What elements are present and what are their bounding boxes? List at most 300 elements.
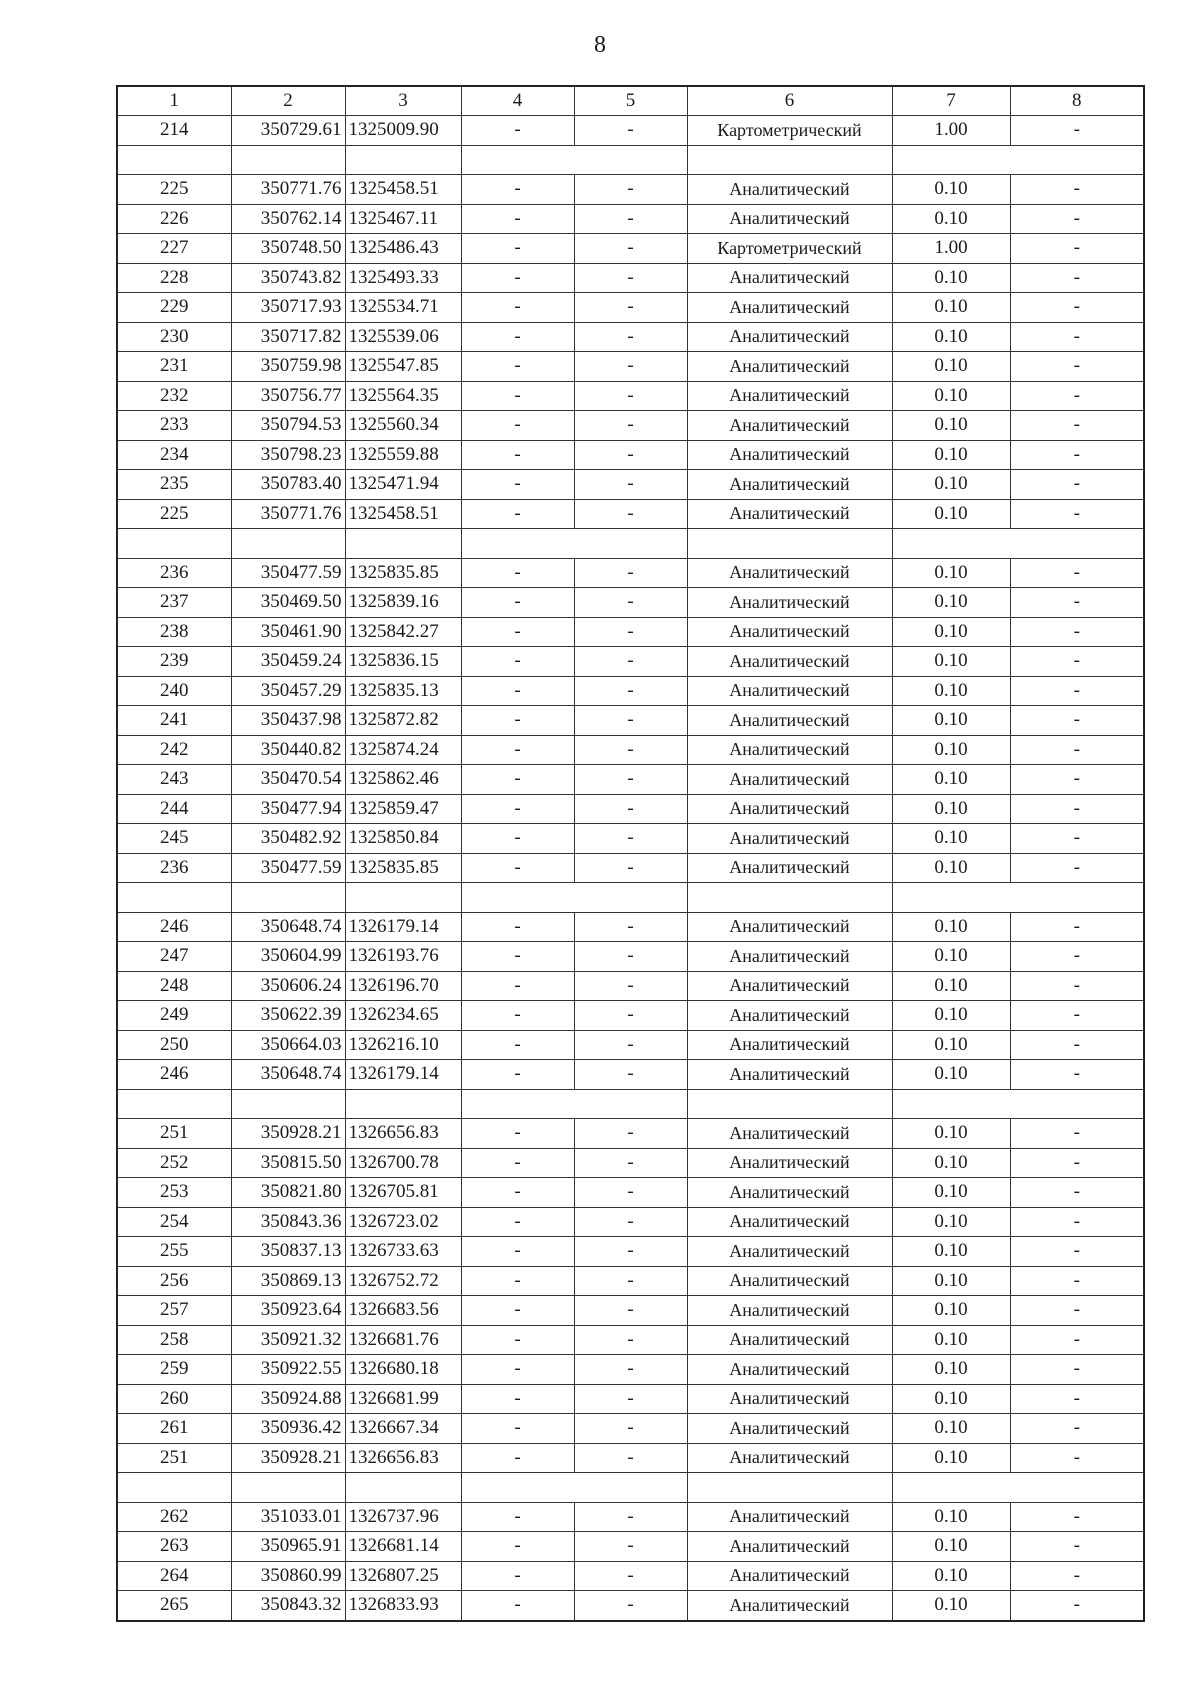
cell-coord-x: 350922.55	[231, 1355, 345, 1385]
cell-accuracy: 0.10	[892, 263, 1010, 293]
cell-coord-x: 350461.90	[231, 617, 345, 647]
cell-accuracy: 0.10	[892, 1207, 1010, 1237]
cell-point-number: 228	[117, 263, 231, 293]
cell-coord-y: 1326752.72	[345, 1266, 461, 1296]
cell-col-5: -	[574, 1178, 687, 1208]
cell-point-number: 235	[117, 470, 231, 500]
cell-method: Аналитический	[687, 1561, 892, 1591]
cell-coord-x: 350794.53	[231, 411, 345, 441]
cell-col-5: -	[574, 293, 687, 323]
cell-coord-x: 350648.74	[231, 1060, 345, 1090]
cell-accuracy: 0.10	[892, 1443, 1010, 1473]
table-row	[117, 1355, 1144, 1385]
cell-coord-y: 1326193.76	[345, 942, 461, 972]
cell-col-4: -	[461, 942, 574, 972]
cell-method: Картометрический	[687, 234, 892, 264]
blank-cell	[892, 529, 1144, 559]
cell-coord-x: 350869.13	[231, 1266, 345, 1296]
blank-cell	[461, 1473, 687, 1503]
separator-row	[117, 1089, 1144, 1119]
cell-coord-y: 1325836.15	[345, 647, 461, 677]
cell-accuracy: 0.10	[892, 1266, 1010, 1296]
cell-method: Аналитический	[687, 1355, 892, 1385]
table-row	[117, 853, 1144, 883]
blank-cell	[345, 1473, 461, 1503]
table-row	[117, 381, 1144, 411]
cell-col-5: -	[574, 499, 687, 529]
cell-accuracy: 0.10	[892, 1414, 1010, 1444]
cell-point-number: 252	[117, 1148, 231, 1178]
blank-cell	[345, 883, 461, 913]
cell-coord-y: 1325874.24	[345, 735, 461, 765]
cell-col-8: -	[1010, 1296, 1144, 1326]
cell-coord-y: 1326179.14	[345, 912, 461, 942]
cell-coord-x: 350717.82	[231, 322, 345, 352]
cell-coord-y: 1326733.63	[345, 1237, 461, 1267]
cell-accuracy: 0.10	[892, 1591, 1010, 1621]
cell-col-4: -	[461, 293, 574, 323]
column-header-1: 1	[117, 86, 231, 116]
table-row	[117, 617, 1144, 647]
cell-coord-y: 1325458.51	[345, 499, 461, 529]
cell-col-8: -	[1010, 1148, 1144, 1178]
table-row	[117, 588, 1144, 618]
cell-point-number: 234	[117, 440, 231, 470]
table-row	[117, 1060, 1144, 1090]
cell-coord-x: 350783.40	[231, 470, 345, 500]
table-row	[117, 470, 1144, 500]
cell-col-8: -	[1010, 263, 1144, 293]
cell-col-8: -	[1010, 204, 1144, 234]
cell-col-8: -	[1010, 971, 1144, 1001]
blank-cell	[892, 1089, 1144, 1119]
cell-col-5: -	[574, 1001, 687, 1031]
cell-point-number: 226	[117, 204, 231, 234]
cell-col-5: -	[574, 735, 687, 765]
cell-accuracy: 0.10	[892, 499, 1010, 529]
blank-cell	[117, 883, 231, 913]
cell-method: Аналитический	[687, 1148, 892, 1178]
cell-col-8: -	[1010, 499, 1144, 529]
cell-col-5: -	[574, 942, 687, 972]
cell-accuracy: 0.10	[892, 352, 1010, 382]
cell-col-8: -	[1010, 1178, 1144, 1208]
cell-col-5: -	[574, 824, 687, 854]
cell-coord-y: 1325842.27	[345, 617, 461, 647]
cell-col-4: -	[461, 647, 574, 677]
table-row	[117, 322, 1144, 352]
cell-col-5: -	[574, 794, 687, 824]
cell-coord-y: 1325458.51	[345, 175, 461, 205]
cell-point-number: 259	[117, 1355, 231, 1385]
cell-point-number: 225	[117, 499, 231, 529]
cell-col-8: -	[1010, 470, 1144, 500]
cell-col-8: -	[1010, 1532, 1144, 1562]
cell-coord-x: 350924.88	[231, 1384, 345, 1414]
cell-accuracy: 0.10	[892, 1237, 1010, 1267]
column-header-4: 4	[461, 86, 574, 116]
cell-accuracy: 0.10	[892, 1502, 1010, 1532]
table-row	[117, 1207, 1144, 1237]
cell-coord-x: 350815.50	[231, 1148, 345, 1178]
cell-method: Аналитический	[687, 588, 892, 618]
cell-point-number: 236	[117, 853, 231, 883]
cell-point-number: 245	[117, 824, 231, 854]
cell-coord-y: 1325862.46	[345, 765, 461, 795]
header-row	[117, 86, 1144, 116]
cell-point-number: 247	[117, 942, 231, 972]
cell-col-4: -	[461, 706, 574, 736]
cell-coord-y: 1326681.99	[345, 1384, 461, 1414]
blank-cell	[231, 1089, 345, 1119]
table-row	[117, 676, 1144, 706]
cell-accuracy: 0.10	[892, 1060, 1010, 1090]
cell-col-4: -	[461, 1355, 574, 1385]
cell-point-number: 260	[117, 1384, 231, 1414]
table-row	[117, 1532, 1144, 1562]
table-row	[117, 352, 1144, 382]
cell-col-4: -	[461, 204, 574, 234]
blank-cell	[687, 1089, 892, 1119]
cell-coord-x: 350457.29	[231, 676, 345, 706]
cell-coord-y: 1325009.90	[345, 116, 461, 146]
cell-accuracy: 0.10	[892, 470, 1010, 500]
cell-col-4: -	[461, 381, 574, 411]
table-row	[117, 293, 1144, 323]
cell-col-4: -	[461, 1296, 574, 1326]
cell-coord-y: 1325835.85	[345, 558, 461, 588]
cell-col-8: -	[1010, 234, 1144, 264]
cell-col-5: -	[574, 1266, 687, 1296]
cell-point-number: 232	[117, 381, 231, 411]
cell-point-number: 262	[117, 1502, 231, 1532]
table-row	[117, 794, 1144, 824]
cell-accuracy: 0.10	[892, 765, 1010, 795]
cell-col-8: -	[1010, 1355, 1144, 1385]
cell-coord-y: 1326807.25	[345, 1561, 461, 1591]
blank-cell	[231, 529, 345, 559]
cell-coord-x: 350437.98	[231, 706, 345, 736]
cell-col-4: -	[461, 558, 574, 588]
cell-coord-x: 350936.42	[231, 1414, 345, 1444]
cell-coord-x: 350921.32	[231, 1325, 345, 1355]
cell-coord-y: 1325859.47	[345, 794, 461, 824]
cell-point-number: 240	[117, 676, 231, 706]
cell-col-5: -	[574, 1237, 687, 1267]
cell-method: Аналитический	[687, 706, 892, 736]
cell-method: Аналитический	[687, 1060, 892, 1090]
cell-col-8: -	[1010, 824, 1144, 854]
cell-col-4: -	[461, 234, 574, 264]
cell-method: Аналитический	[687, 942, 892, 972]
cell-coord-x: 350440.82	[231, 735, 345, 765]
cell-method: Аналитический	[687, 1001, 892, 1031]
cell-point-number: 250	[117, 1030, 231, 1060]
cell-point-number: 244	[117, 794, 231, 824]
blank-cell	[461, 145, 687, 175]
cell-col-4: -	[461, 352, 574, 382]
blank-cell	[892, 145, 1144, 175]
cell-coord-y: 1325493.33	[345, 263, 461, 293]
cell-method: Аналитический	[687, 912, 892, 942]
cell-coord-x: 350928.21	[231, 1119, 345, 1149]
cell-point-number: 257	[117, 1296, 231, 1326]
cell-point-number: 225	[117, 175, 231, 205]
cell-coord-x: 350771.76	[231, 499, 345, 529]
cell-coord-y: 1326700.78	[345, 1148, 461, 1178]
cell-col-8: -	[1010, 1060, 1144, 1090]
cell-point-number: 251	[117, 1443, 231, 1473]
cell-coord-x: 350965.91	[231, 1532, 345, 1562]
table-row	[117, 558, 1144, 588]
cell-method: Аналитический	[687, 352, 892, 382]
cell-point-number: 243	[117, 765, 231, 795]
cell-col-4: -	[461, 470, 574, 500]
cell-accuracy: 0.10	[892, 735, 1010, 765]
separator-row	[117, 529, 1144, 559]
cell-coord-y: 1325534.71	[345, 293, 461, 323]
cell-point-number: 239	[117, 647, 231, 677]
cell-method: Аналитический	[687, 853, 892, 883]
cell-accuracy: 0.10	[892, 853, 1010, 883]
cell-col-8: -	[1010, 1237, 1144, 1267]
cell-coord-x: 350843.32	[231, 1591, 345, 1621]
cell-method: Аналитический	[687, 971, 892, 1001]
cell-point-number: 251	[117, 1119, 231, 1149]
cell-col-8: -	[1010, 322, 1144, 352]
cell-col-5: -	[574, 1060, 687, 1090]
cell-col-5: -	[574, 1325, 687, 1355]
cell-col-8: -	[1010, 381, 1144, 411]
cell-coord-y: 1325486.43	[345, 234, 461, 264]
cell-col-5: -	[574, 470, 687, 500]
table-row	[117, 1325, 1144, 1355]
cell-method: Картометрический	[687, 116, 892, 146]
cell-col-5: -	[574, 1148, 687, 1178]
cell-col-4: -	[461, 116, 574, 146]
cell-col-4: -	[461, 1384, 574, 1414]
cell-accuracy: 0.10	[892, 1325, 1010, 1355]
cell-col-8: -	[1010, 1207, 1144, 1237]
cell-col-5: -	[574, 440, 687, 470]
cell-col-5: -	[574, 322, 687, 352]
column-header-5: 5	[574, 86, 687, 116]
separator-row	[117, 1473, 1144, 1503]
cell-accuracy: 0.10	[892, 617, 1010, 647]
cell-coord-x: 350748.50	[231, 234, 345, 264]
table-row	[117, 1502, 1144, 1532]
table-row	[117, 204, 1144, 234]
table-row	[117, 912, 1144, 942]
cell-method: Аналитический	[687, 558, 892, 588]
cell-method: Аналитический	[687, 411, 892, 441]
cell-col-5: -	[574, 676, 687, 706]
cell-accuracy: 0.10	[892, 411, 1010, 441]
cell-coord-x: 350477.94	[231, 794, 345, 824]
blank-cell	[892, 883, 1144, 913]
cell-col-8: -	[1010, 1119, 1144, 1149]
cell-method: Аналитический	[687, 1532, 892, 1562]
cell-coord-x: 350743.82	[231, 263, 345, 293]
cell-coord-x: 350477.59	[231, 558, 345, 588]
cell-col-5: -	[574, 706, 687, 736]
blank-cell	[461, 1089, 687, 1119]
cell-point-number: 254	[117, 1207, 231, 1237]
cell-col-4: -	[461, 499, 574, 529]
cell-coord-y: 1326833.93	[345, 1591, 461, 1621]
cell-accuracy: 0.10	[892, 588, 1010, 618]
cell-method: Аналитический	[687, 1296, 892, 1326]
cell-point-number: 261	[117, 1414, 231, 1444]
cell-col-8: -	[1010, 1325, 1144, 1355]
cell-col-8: -	[1010, 440, 1144, 470]
table-row	[117, 1119, 1144, 1149]
cell-col-5: -	[574, 617, 687, 647]
table-row	[117, 234, 1144, 264]
cell-coord-x: 350729.61	[231, 116, 345, 146]
cell-point-number: 249	[117, 1001, 231, 1031]
cell-method: Аналитический	[687, 1325, 892, 1355]
cell-coord-x: 350860.99	[231, 1561, 345, 1591]
cell-method: Аналитический	[687, 440, 892, 470]
cell-point-number: 236	[117, 558, 231, 588]
cell-col-4: -	[461, 794, 574, 824]
cell-coord-y: 1325539.06	[345, 322, 461, 352]
cell-method: Аналитический	[687, 204, 892, 234]
cell-method: Аналитический	[687, 499, 892, 529]
cell-point-number: 241	[117, 706, 231, 736]
cell-col-4: -	[461, 175, 574, 205]
cell-col-4: -	[461, 676, 574, 706]
cell-accuracy: 0.10	[892, 1532, 1010, 1562]
cell-accuracy: 0.10	[892, 1119, 1010, 1149]
cell-coord-y: 1325547.85	[345, 352, 461, 382]
cell-col-5: -	[574, 1119, 687, 1149]
cell-col-5: -	[574, 234, 687, 264]
cell-col-8: -	[1010, 912, 1144, 942]
cell-col-8: -	[1010, 1384, 1144, 1414]
table-row	[117, 1178, 1144, 1208]
blank-cell	[345, 1089, 461, 1119]
cell-method: Аналитический	[687, 293, 892, 323]
blank-cell	[117, 529, 231, 559]
separator-row	[117, 145, 1144, 175]
cell-coord-x: 350477.59	[231, 853, 345, 883]
cell-accuracy: 0.10	[892, 440, 1010, 470]
cell-col-5: -	[574, 1532, 687, 1562]
cell-col-4: -	[461, 1207, 574, 1237]
cell-coord-x: 350923.64	[231, 1296, 345, 1326]
cell-coord-x: 350928.21	[231, 1443, 345, 1473]
cell-col-5: -	[574, 1207, 687, 1237]
cell-coord-x: 350604.99	[231, 942, 345, 972]
cell-accuracy: 0.10	[892, 175, 1010, 205]
cell-coord-y: 1325467.11	[345, 204, 461, 234]
cell-accuracy: 0.10	[892, 204, 1010, 234]
cell-point-number: 258	[117, 1325, 231, 1355]
cell-coord-x: 350837.13	[231, 1237, 345, 1267]
table-row	[117, 499, 1144, 529]
blank-cell	[345, 145, 461, 175]
cell-point-number: 264	[117, 1561, 231, 1591]
cell-coord-y: 1326723.02	[345, 1207, 461, 1237]
cell-point-number: 255	[117, 1237, 231, 1267]
cell-point-number: 227	[117, 234, 231, 264]
cell-coord-x: 350821.80	[231, 1178, 345, 1208]
table-row	[117, 1266, 1144, 1296]
cell-point-number: 233	[117, 411, 231, 441]
cell-coord-x: 350756.77	[231, 381, 345, 411]
cell-col-5: -	[574, 1414, 687, 1444]
cell-accuracy: 0.10	[892, 1030, 1010, 1060]
cell-coord-y: 1325835.13	[345, 676, 461, 706]
table-row	[117, 116, 1144, 146]
cell-col-5: -	[574, 263, 687, 293]
cell-coord-y: 1326681.76	[345, 1325, 461, 1355]
cell-col-4: -	[461, 971, 574, 1001]
cell-accuracy: 0.10	[892, 706, 1010, 736]
cell-col-5: -	[574, 1443, 687, 1473]
cell-col-5: -	[574, 558, 687, 588]
cell-point-number: 229	[117, 293, 231, 323]
cell-col-8: -	[1010, 588, 1144, 618]
cell-point-number: 237	[117, 588, 231, 618]
blank-cell	[687, 529, 892, 559]
cell-coord-y: 1326681.14	[345, 1532, 461, 1562]
blank-cell	[117, 1473, 231, 1503]
cell-accuracy: 0.10	[892, 1148, 1010, 1178]
cell-coord-x: 350762.14	[231, 204, 345, 234]
cell-method: Аналитический	[687, 1266, 892, 1296]
blank-cell	[461, 883, 687, 913]
cell-coord-y: 1326737.96	[345, 1502, 461, 1532]
cell-coord-y: 1326216.10	[345, 1030, 461, 1060]
cell-col-8: -	[1010, 558, 1144, 588]
cell-coord-x: 350622.39	[231, 1001, 345, 1031]
cell-coord-x: 350648.74	[231, 912, 345, 942]
cell-col-5: -	[574, 1561, 687, 1591]
blank-cell	[687, 145, 892, 175]
cell-coord-x: 350459.24	[231, 647, 345, 677]
cell-col-4: -	[461, 1266, 574, 1296]
cell-col-8: -	[1010, 794, 1144, 824]
cell-col-5: -	[574, 1502, 687, 1532]
blank-cell	[892, 1473, 1144, 1503]
cell-col-4: -	[461, 322, 574, 352]
table-row	[117, 1296, 1144, 1326]
cell-method: Аналитический	[687, 322, 892, 352]
cell-col-8: -	[1010, 853, 1144, 883]
cell-col-8: -	[1010, 352, 1144, 382]
blank-cell	[231, 1473, 345, 1503]
blank-cell	[117, 145, 231, 175]
cell-accuracy: 0.10	[892, 942, 1010, 972]
cell-method: Аналитический	[687, 1502, 892, 1532]
table-header	[117, 86, 1144, 116]
cell-col-8: -	[1010, 1414, 1144, 1444]
blank-cell	[687, 1473, 892, 1503]
cell-coord-y: 1326680.18	[345, 1355, 461, 1385]
cell-coord-x: 351033.01	[231, 1502, 345, 1532]
cell-method: Аналитический	[687, 263, 892, 293]
cell-method: Аналитический	[687, 175, 892, 205]
cell-point-number: 253	[117, 1178, 231, 1208]
cell-col-8: -	[1010, 293, 1144, 323]
cell-col-5: -	[574, 204, 687, 234]
blank-cell	[231, 883, 345, 913]
cell-coord-y: 1325560.34	[345, 411, 461, 441]
cell-method: Аналитический	[687, 1178, 892, 1208]
